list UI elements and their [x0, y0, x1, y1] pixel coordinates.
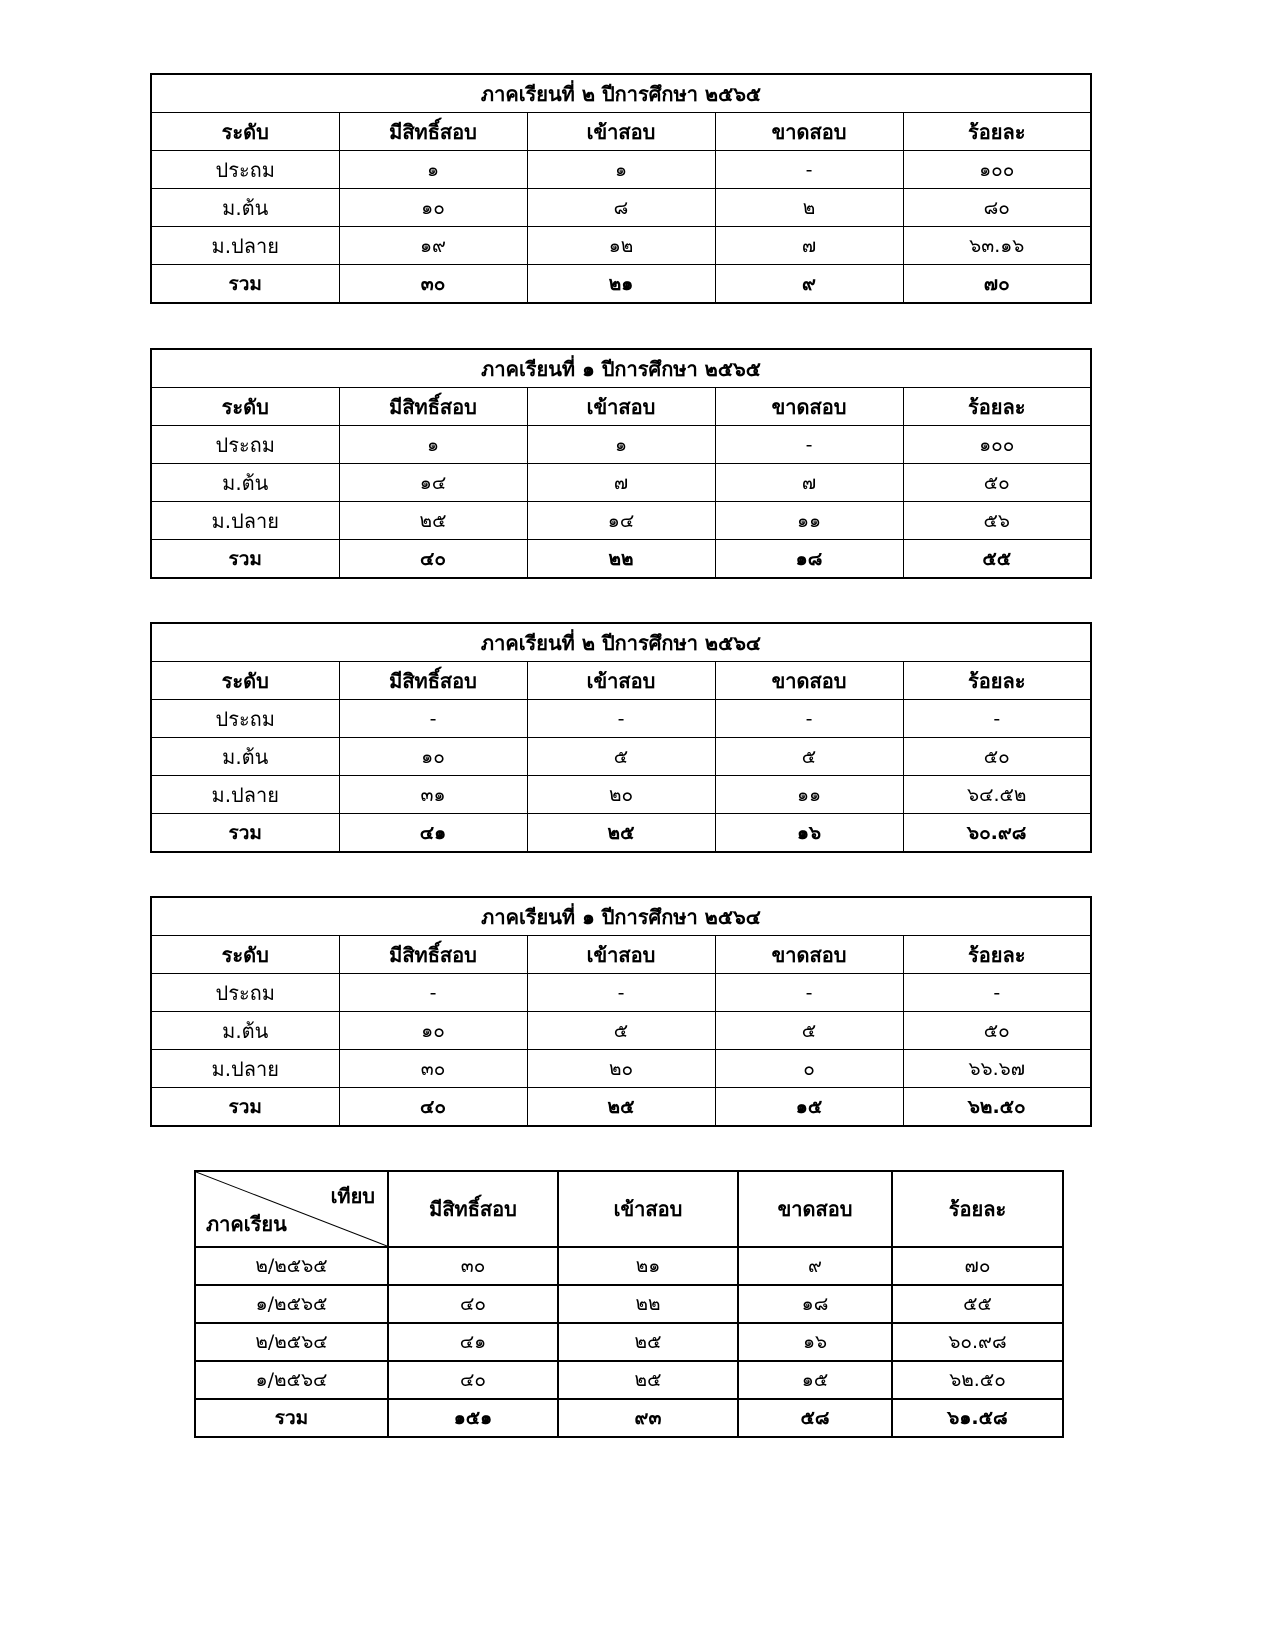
cell-level: ม.ปลาย — [151, 1050, 339, 1088]
cell-eligible: ๑ — [339, 426, 527, 464]
cell-attended: ๒๒ — [527, 540, 715, 579]
cell-level: รวม — [151, 540, 339, 579]
cell-absent: ๑๖ — [738, 1323, 892, 1361]
cell-absent: - — [715, 426, 903, 464]
cell-absent: ๙ — [738, 1247, 892, 1285]
cell-attended: ๑๒ — [527, 227, 715, 265]
cell-semester: ๑/๒๕๖๕ — [195, 1285, 388, 1323]
header-absent: ขาดสอบ — [738, 1171, 892, 1247]
cell-eligible: - — [339, 700, 527, 738]
header-percent: ร้อยละ — [892, 1171, 1063, 1247]
header-level: ระดับ — [151, 113, 339, 151]
cell-eligible: ๓๐ — [339, 1050, 527, 1088]
cell-attended: ๒๑ — [558, 1247, 738, 1285]
header-attended: เข้าสอบ — [527, 662, 715, 700]
header-percent: ร้อยละ — [903, 936, 1091, 974]
cell-attended: ๕ — [527, 1012, 715, 1050]
cell-percent: - — [903, 974, 1091, 1012]
table-row — [151, 776, 1091, 814]
header-absent: ขาดสอบ — [715, 662, 903, 700]
semester-table — [150, 348, 1092, 579]
cell-attended: ๑ — [527, 426, 715, 464]
header-eligible: มีสิทธิ์สอบ — [388, 1171, 558, 1247]
header-attended: เข้าสอบ — [527, 388, 715, 426]
cell-level: รวม — [151, 1088, 339, 1127]
cell-eligible: ๔๐ — [388, 1361, 558, 1399]
header-eligible: มีสิทธิ์สอบ — [339, 662, 527, 700]
cell-percent: ๖๖.๖๗ — [903, 1050, 1091, 1088]
cell-eligible: ๔๑ — [339, 814, 527, 853]
cell-eligible: ๑๐ — [339, 189, 527, 227]
header-eligible: มีสิทธิ์สอบ — [339, 936, 527, 974]
table-row — [151, 464, 1091, 502]
cell-percent: ๖๓.๑๖ — [903, 227, 1091, 265]
cell-attended: ๕ — [527, 738, 715, 776]
table-row — [151, 1012, 1091, 1050]
cell-level: ประถม — [151, 151, 339, 189]
corner-top-label: เทียบ — [330, 1184, 375, 1208]
cell-absent: ๑๑ — [715, 776, 903, 814]
header-attended: เข้าสอบ — [527, 936, 715, 974]
corner-header — [195, 1171, 388, 1247]
header-percent: ร้อยละ — [903, 113, 1091, 151]
table-row — [151, 974, 1091, 1012]
table-row — [151, 426, 1091, 464]
total-row — [195, 1399, 1063, 1437]
cell-attended: ๒๐ — [527, 776, 715, 814]
header-attended: เข้าสอบ — [527, 113, 715, 151]
cell-attended: ๑ — [527, 151, 715, 189]
cell-eligible: ๔๐ — [339, 1088, 527, 1127]
cell-eligible: ๔๑ — [388, 1323, 558, 1361]
cell-percent: ๖๐.๙๘ — [892, 1323, 1063, 1361]
cell-attended: - — [527, 700, 715, 738]
cell-attended: ๒๑ — [527, 265, 715, 304]
corner-bottom-label: ภาคเรียน — [206, 1212, 287, 1236]
cell-attended: ๒๕ — [558, 1361, 738, 1399]
cell-level: ประถม — [151, 700, 339, 738]
header-percent: ร้อยละ — [903, 388, 1091, 426]
table-row — [195, 1247, 1063, 1285]
header-eligible: มีสิทธิ์สอบ — [339, 113, 527, 151]
cell-semester: รวม — [195, 1399, 388, 1437]
cell-attended: - — [527, 974, 715, 1012]
cell-attended: ๒๕ — [527, 814, 715, 853]
total-row — [151, 265, 1091, 304]
cell-eligible: ๓๐ — [339, 265, 527, 304]
cell-level: ประถม — [151, 426, 339, 464]
table-row — [151, 502, 1091, 540]
cell-level: รวม — [151, 814, 339, 853]
total-row — [151, 1088, 1091, 1127]
cell-percent: ๕๕ — [892, 1285, 1063, 1323]
cell-semester: ๒/๒๕๖๕ — [195, 1247, 388, 1285]
table-row — [151, 189, 1091, 227]
cell-attended: ๒๐ — [527, 1050, 715, 1088]
total-row — [151, 814, 1091, 853]
semester-table — [150, 73, 1092, 304]
table-row — [195, 1323, 1063, 1361]
header-percent: ร้อยละ — [903, 662, 1091, 700]
semester-table — [150, 896, 1092, 1127]
header-level: ระดับ — [151, 662, 339, 700]
cell-percent: ๑๐๐ — [903, 151, 1091, 189]
cell-level: ม.ต้น — [151, 464, 339, 502]
semester-title: ภาคเรียนที่ ๑ ปีการศึกษา ๒๕๖๕ — [151, 349, 1091, 388]
cell-absent: ๕ — [715, 738, 903, 776]
cell-percent: ๘๐ — [903, 189, 1091, 227]
header-level: ระดับ — [151, 936, 339, 974]
cell-attended: ๑๔ — [527, 502, 715, 540]
table-row — [151, 700, 1091, 738]
cell-eligible: ๓๑ — [339, 776, 527, 814]
cell-absent: ๑๘ — [715, 540, 903, 579]
cell-percent: ๗๐ — [903, 265, 1091, 304]
cell-eligible: - — [339, 974, 527, 1012]
cell-level: ม.ปลาย — [151, 776, 339, 814]
cell-level: ม.ปลาย — [151, 502, 339, 540]
header-level: ระดับ — [151, 388, 339, 426]
cell-percent: ๕๐ — [903, 464, 1091, 502]
cell-absent: ๙ — [715, 265, 903, 304]
cell-attended: ๒๒ — [558, 1285, 738, 1323]
cell-absent: ๕๘ — [738, 1399, 892, 1437]
cell-percent: ๖๒.๕๐ — [903, 1088, 1091, 1127]
semester-title: ภาคเรียนที่ ๑ ปีการศึกษา ๒๕๖๔ — [151, 897, 1091, 936]
header-eligible: มีสิทธิ์สอบ — [339, 388, 527, 426]
cell-absent: ๑๘ — [738, 1285, 892, 1323]
cell-eligible: ๑๐ — [339, 738, 527, 776]
header-absent: ขาดสอบ — [715, 113, 903, 151]
table-row — [151, 151, 1091, 189]
cell-absent: ๑๕ — [738, 1361, 892, 1399]
cell-percent: ๖๑.๕๘ — [892, 1399, 1063, 1437]
cell-percent: ๕๐ — [903, 738, 1091, 776]
cell-eligible: ๔๐ — [339, 540, 527, 579]
header-absent: ขาดสอบ — [715, 388, 903, 426]
cell-eligible: ๑๔ — [339, 464, 527, 502]
cell-absent: ๐ — [715, 1050, 903, 1088]
cell-attended: ๘ — [527, 189, 715, 227]
table-row — [151, 1050, 1091, 1088]
cell-level: ม.ต้น — [151, 189, 339, 227]
total-row — [151, 540, 1091, 579]
table-row — [151, 227, 1091, 265]
cell-level: ม.ต้น — [151, 738, 339, 776]
semester-title: ภาคเรียนที่ ๒ ปีการศึกษา ๒๕๖๕ — [151, 74, 1091, 113]
comparison-table — [194, 1170, 1064, 1438]
cell-level: ม.ต้น — [151, 1012, 339, 1050]
cell-attended: ๗ — [527, 464, 715, 502]
table-row — [195, 1361, 1063, 1399]
cell-percent: ๑๐๐ — [903, 426, 1091, 464]
cell-percent: ๗๐ — [892, 1247, 1063, 1285]
cell-absent: ๕ — [715, 1012, 903, 1050]
cell-eligible: ๑ — [339, 151, 527, 189]
cell-eligible: ๑๐ — [339, 1012, 527, 1050]
table-row — [151, 738, 1091, 776]
cell-attended: ๙๓ — [558, 1399, 738, 1437]
cell-level: รวม — [151, 265, 339, 304]
header-absent: ขาดสอบ — [715, 936, 903, 974]
cell-absent: - — [715, 700, 903, 738]
cell-absent: ๗ — [715, 227, 903, 265]
cell-percent: ๖๐.๙๘ — [903, 814, 1091, 853]
cell-percent: ๕๐ — [903, 1012, 1091, 1050]
cell-level: ม.ปลาย — [151, 227, 339, 265]
semester-table — [150, 622, 1092, 853]
cell-percent: - — [903, 700, 1091, 738]
cell-absent: ๑๕ — [715, 1088, 903, 1127]
cell-percent: ๖๔.๕๒ — [903, 776, 1091, 814]
cell-absent: ๗ — [715, 464, 903, 502]
cell-semester: ๒/๒๕๖๔ — [195, 1323, 388, 1361]
cell-absent: ๑๑ — [715, 502, 903, 540]
cell-percent: ๕๖ — [903, 502, 1091, 540]
cell-absent: ๑๖ — [715, 814, 903, 853]
cell-eligible: ๒๕ — [339, 502, 527, 540]
cell-absent: - — [715, 974, 903, 1012]
cell-percent: ๕๕ — [903, 540, 1091, 579]
cell-semester: ๑/๒๕๖๔ — [195, 1361, 388, 1399]
table-row — [195, 1285, 1063, 1323]
cell-eligible: ๑๙ — [339, 227, 527, 265]
cell-attended: ๒๕ — [558, 1323, 738, 1361]
cell-absent: - — [715, 151, 903, 189]
cell-eligible: ๓๐ — [388, 1247, 558, 1285]
cell-attended: ๒๕ — [527, 1088, 715, 1127]
header-attended: เข้าสอบ — [558, 1171, 738, 1247]
cell-eligible: ๔๐ — [388, 1285, 558, 1323]
cell-level: ประถม — [151, 974, 339, 1012]
semester-title: ภาคเรียนที่ ๒ ปีการศึกษา ๒๕๖๔ — [151, 623, 1091, 662]
cell-percent: ๖๒.๕๐ — [892, 1361, 1063, 1399]
cell-absent: ๒ — [715, 189, 903, 227]
cell-eligible: ๑๕๑ — [388, 1399, 558, 1437]
